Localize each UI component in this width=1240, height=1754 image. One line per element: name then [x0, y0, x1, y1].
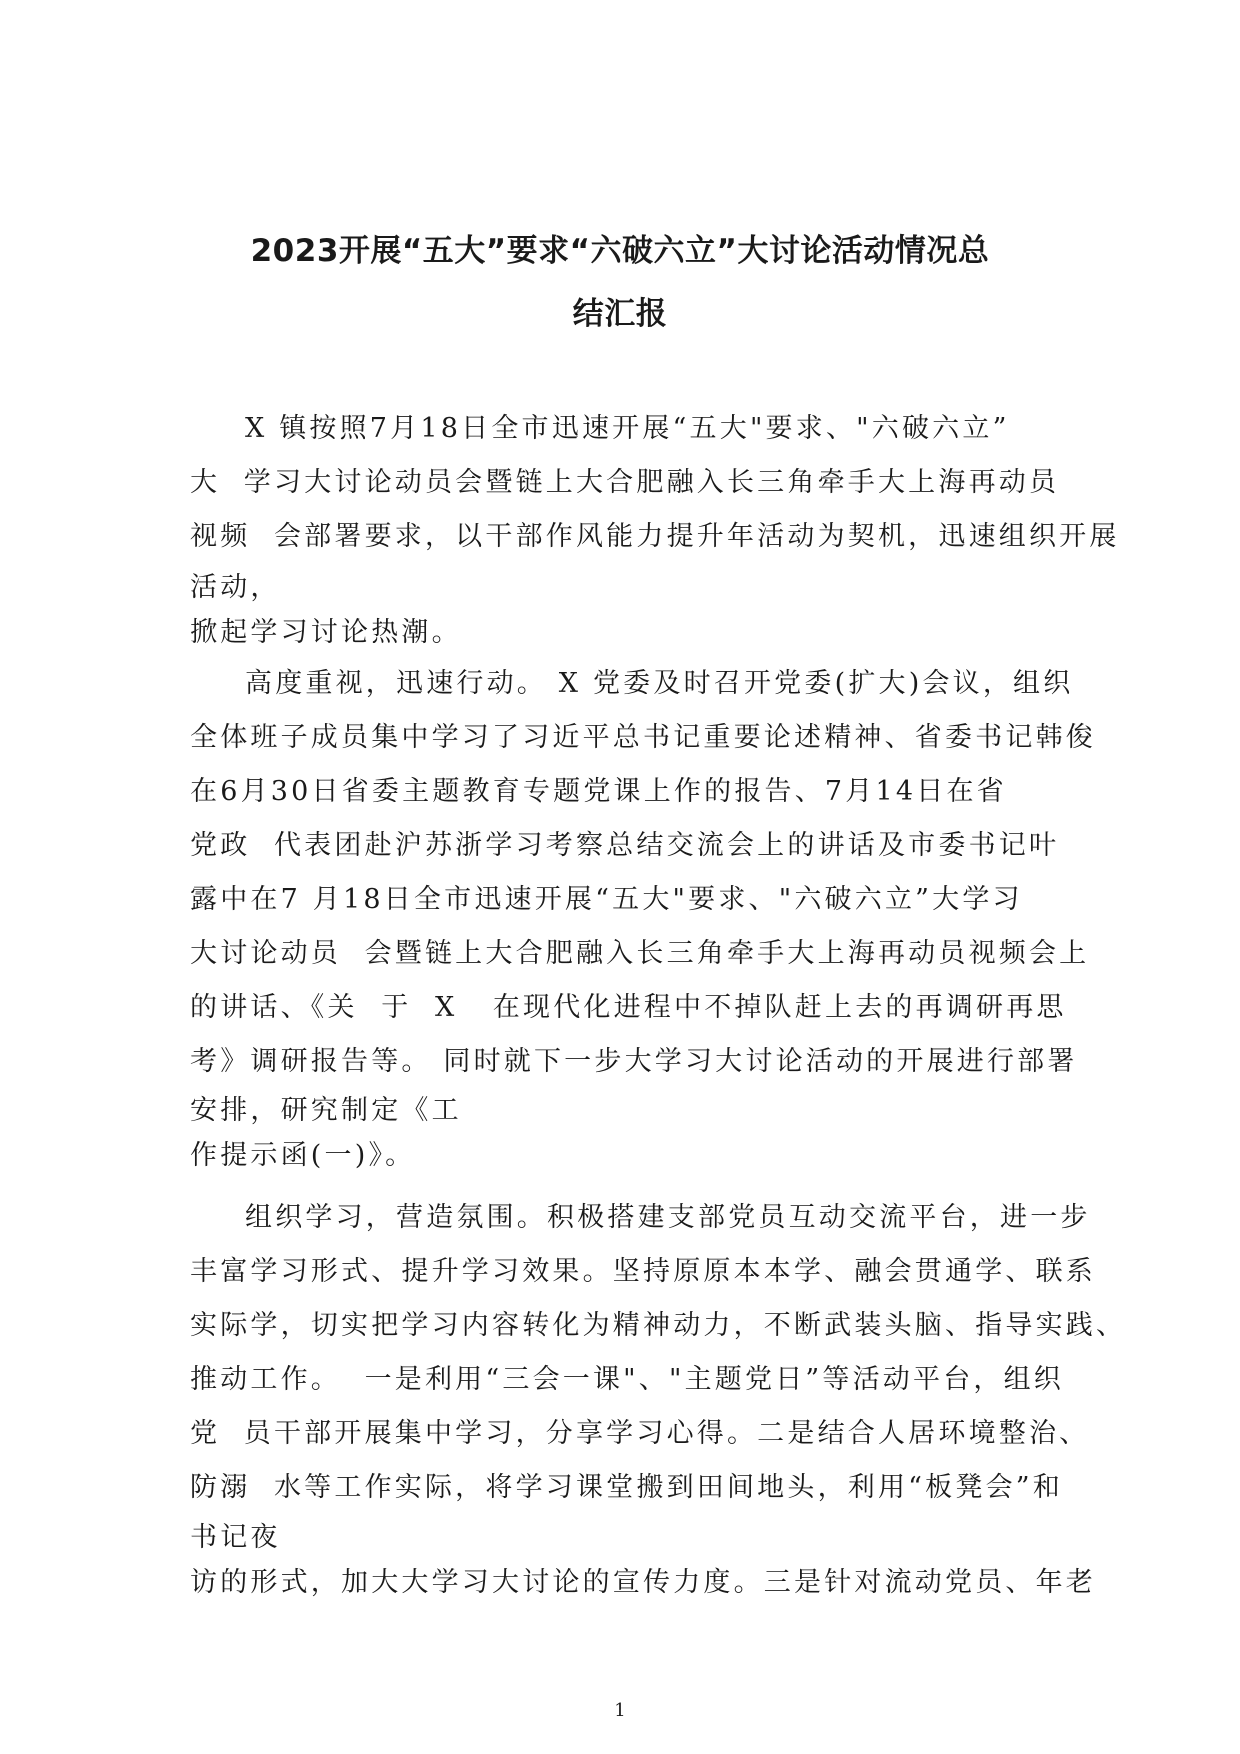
paragraph-line: 考》调研报告等。 同时就下一步大学习大讨论活动的开展进行部署 [190, 1046, 1078, 1077]
paragraph-line: 高度重视，迅速行动。 X 党委及时召开党委(扩大)会议，组织 [245, 668, 1074, 699]
paragraph-line: 活动， [190, 572, 281, 603]
paragraph-line: 掀起学习讨论热潮。 [190, 617, 462, 648]
paragraph-line: 的讲话、《关 于 X 在现代化进程中不掉队赶上去的再调研再思 [190, 992, 1067, 1023]
paragraph-line: 书记夜 [190, 1522, 281, 1553]
paragraph-line: 大 学习大讨论动员会暨链上大合肥融入长三角牵手大上海再动员 [190, 467, 1060, 498]
paragraph-line: 大讨论动员 会暨链上大合肥融入长三角牵手大上海再动员视频会上 [190, 938, 1090, 969]
paragraph-line: 全体班子成员集中学习了习近平总书记重要论述精神、省委书记韩俊 [190, 722, 1096, 753]
paragraph-line: 实际学，切实把学习内容转化为精神动力，不断武装头脑、指导实践、 [190, 1310, 1127, 1341]
paragraph-line: 丰富学习形式、提升学习效果。坚持原原本本学、融会贯通学、联系 [190, 1256, 1096, 1287]
document-title-line-2: 结汇报 [572, 296, 668, 332]
paragraph-line: 安排，研究制定《工 [190, 1095, 462, 1126]
paragraph-line: 组织学习，营造氛围。积极搭建支部党员互动交流平台，进一步 [245, 1202, 1091, 1233]
paragraph-line: 党政 代表团赴沪苏浙学习考察总结交流会上的讲话及市委书记叶 [190, 830, 1060, 861]
paragraph-line: 作提示函(一)》。 [190, 1140, 416, 1171]
paragraph-line: 露中在7 月18日全市迅速开展“五大"要求、"六破六立”大学习 [190, 884, 1023, 915]
paragraph-line: 推动工作。 一是利用“三会一课"、"主题党日”等活动平台，组织 [190, 1364, 1065, 1395]
paragraph-line: 防溺 水等工作实际，将学习课堂搬到田间地头，利用“板凳会”和 [190, 1472, 1063, 1503]
page-number: 1 [614, 1700, 626, 1721]
paragraph-line: 访的形式，加大大学习大讨论的宣传力度。三是针对流动党员、年老 [190, 1567, 1096, 1598]
paragraph-line: 在6月30日省委主题教育专题党课上作的报告、7月14日在省 [190, 776, 1007, 807]
paragraph-line: X 镇按照7月18日全市迅速开展“五大"要求、"六破六立” [245, 413, 1010, 444]
paragraph-line: 党 员干部开展集中学习，分享学习心得。二是结合人居环境整治、 [190, 1418, 1090, 1449]
document-title-line-1: 2023开展“五大”要求“六破六立”大讨论活动情况总 [250, 233, 990, 269]
paragraph-line: 视频 会部署要求，以干部作风能力提升年活动为契机，迅速组织开展 [190, 521, 1120, 552]
